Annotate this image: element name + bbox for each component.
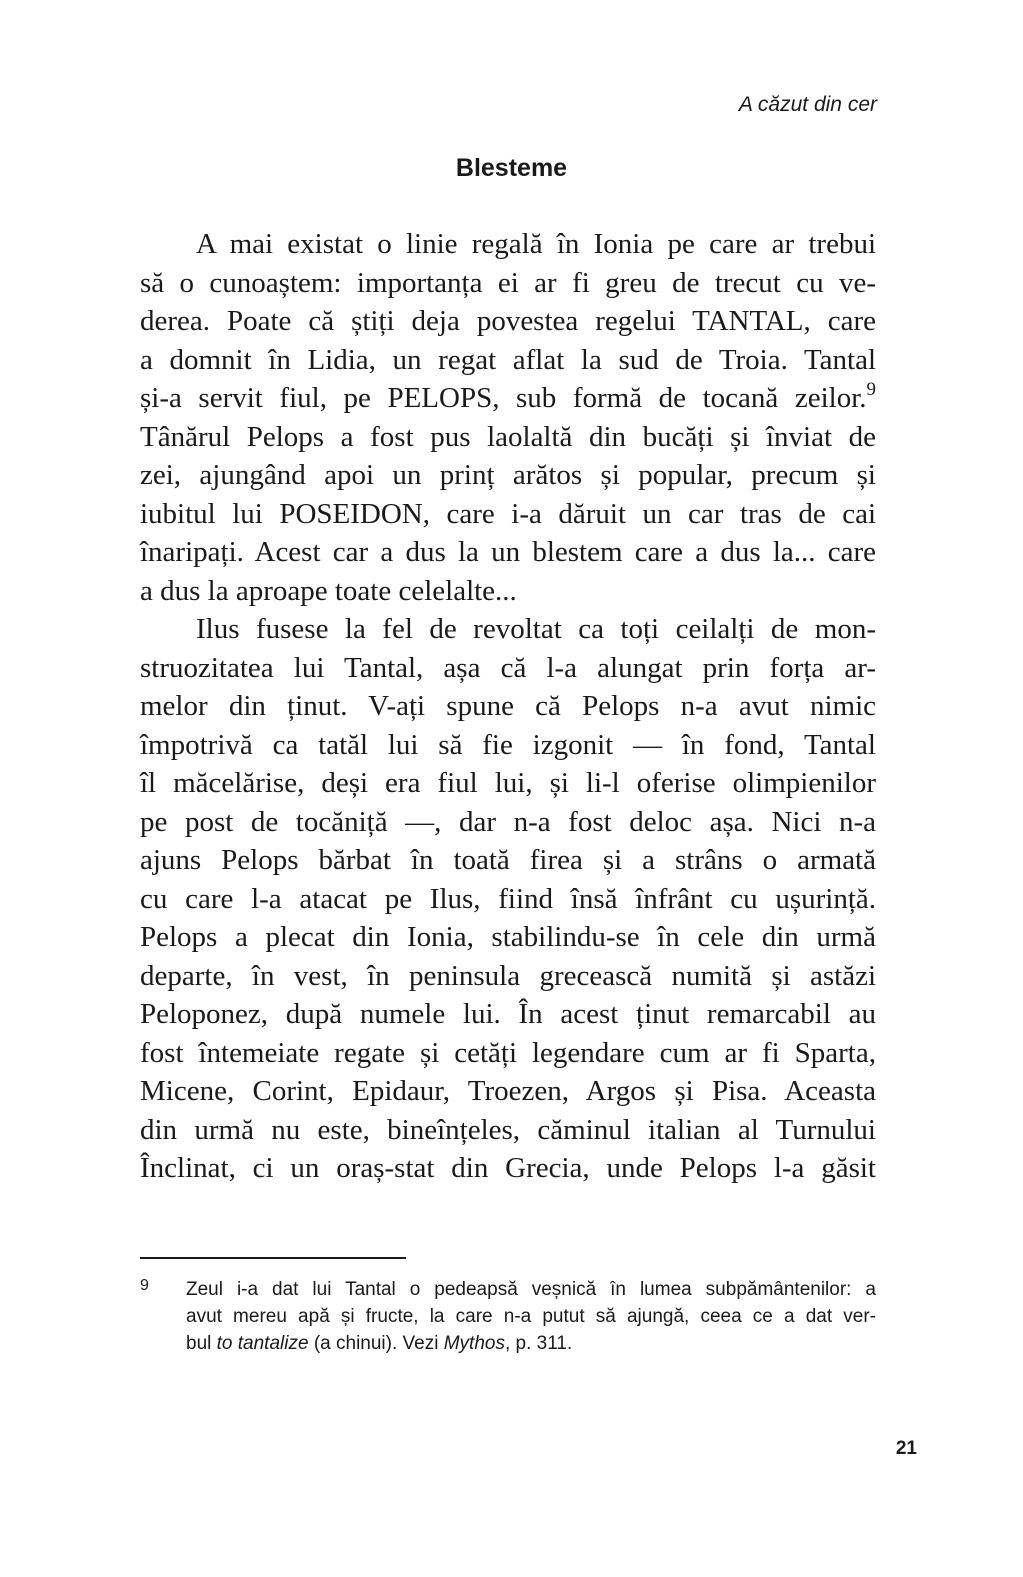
- text-line: Micene, Corint, Epidaur, Troezen, Argos și Pisa. Aceasta: [140, 1075, 876, 1107]
- body-text: [140, 225, 876, 1188]
- text-line: zei, ajungând apoi un prinț arătos și popular, precum și: [140, 459, 876, 491]
- footnote-line: Zeul i-a dat lui Tantal o pedeapsă veșnică în lumea subpământenilor: a: [186, 1279, 876, 1300]
- text-line: Înclinat, ci un oraș-stat din Grecia, unde Pelops l-a găsit: [140, 1152, 876, 1184]
- text-line: ajuns Pelops bărbat în toată firea și a strâns o armată: [140, 844, 876, 876]
- text-line: fost întemeiate regate și cetăți legendare cum ar fi Sparta,: [140, 1036, 876, 1069]
- footnote-text: (a chinui). Vezi: [308, 1333, 444, 1354]
- footnote: [140, 1276, 876, 1357]
- text-line: a domnit în Lidia, un regat aflat la sud de Troia. Tantal: [140, 343, 876, 376]
- text-line: Tânărul Pelops a fost pus laolaltă din bucăți și înviat de: [140, 420, 876, 453]
- text-line: derea. Poate că știți deja povestea regelui TANTAL, care: [140, 305, 876, 337]
- text-line: A mai existat o linie regală în Ionia pe care ar trebui: [196, 228, 876, 260]
- text-line: melor din ținut. V-ați spune că Pelops n-a avut nimic: [140, 690, 876, 722]
- footnote-reference: 9: [866, 379, 876, 400]
- text-line: Ilus fusese la fel de revoltat ca toți ceilalți de mon-: [196, 613, 876, 645]
- footnote-italic-term: to tantalize: [216, 1333, 309, 1354]
- text-line: pe post de tocăniță —, dar n-a fost deloc așa. Nici n-a: [140, 805, 876, 838]
- text-line: înaripați. Acest car a dus la un blestem care a dus la... care: [140, 536, 876, 568]
- footnote-text: , p. 311.: [504, 1333, 573, 1354]
- footnote-text: bul: [186, 1333, 217, 1354]
- text-line: departe, în vest, în peninsula grecească numită și astăzi: [140, 959, 876, 992]
- text-line: a dus la aproape toate celelalte...: [140, 574, 517, 607]
- text-line: iubitul lui POSEIDON, care i-a dăruit un car tras de cai: [140, 497, 876, 530]
- text-line: struozitatea lui Tantal, așa că l-a alungat prin forța ar-: [140, 651, 876, 684]
- footnote-divider: [140, 1257, 406, 1259]
- footnote-body: [186, 1276, 876, 1357]
- text-line: din urmă nu este, bineînțeles, căminul italian al Turnului: [140, 1113, 876, 1146]
- text-line: împotrivă ca tatăl lui să fie izgonit — în fond, Tantal: [140, 728, 876, 761]
- section-title: Blesteme: [455, 154, 568, 182]
- text-line: Peloponez, după numele lui. În acest ținut remarcabil au: [140, 998, 876, 1030]
- text-line: să o cunoaștem: importanța ei ar fi greu de trecut cu ve-: [140, 266, 876, 299]
- text-line-content: și-a servit fiul, pe PELOPS, sub formă de tocană zeilor.: [140, 382, 867, 414]
- text-line: îl măcelărise, deși era fiul lui, și li-l oferise olimpienilor: [140, 767, 876, 799]
- text-line: cu care l-a atacat pe Ilus, fiind însă înfrânt cu ușurință.: [140, 882, 876, 915]
- page-number: 21: [895, 1438, 917, 1459]
- text-line: Pelops a plecat din Ionia, stabilindu-se în cele din urmă: [140, 921, 876, 953]
- footnote-book-title: Mythos: [443, 1333, 505, 1354]
- running-header: A căzut din cer: [738, 93, 877, 116]
- footnote-number: 9: [140, 1277, 149, 1294]
- text-line-with-footnote: [140, 379, 876, 418]
- footnote-line: avut mereu apă și fructe, la care n-a putut să ajungă, ceea ce a dat ver-: [186, 1306, 876, 1327]
- footnote-line: [186, 1330, 876, 1357]
